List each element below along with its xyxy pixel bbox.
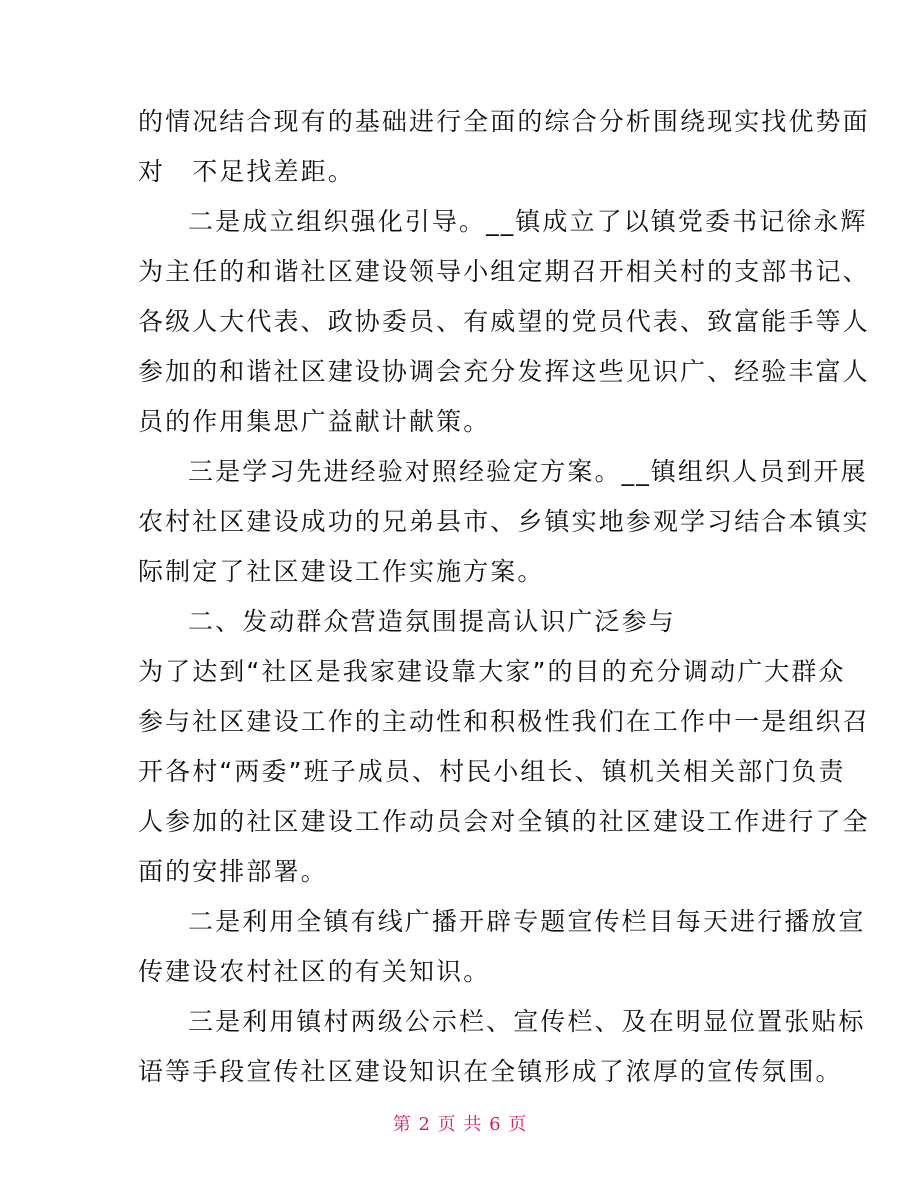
line-text: 三是学习先进经验对照经验定方案。__镇组织人员到开展 — [188, 457, 868, 486]
line-text: 三是利用镇村两级公示栏、宣传栏、及在明显位置张贴标 — [188, 1007, 866, 1036]
paragraph-line — [0, 556, 920, 588]
paragraph-line — [0, 156, 920, 188]
paragraph-line — [0, 106, 920, 138]
paragraph-line — [0, 706, 920, 738]
heading-text: 二、发动群众营造氛围提高认识广泛参与 — [188, 607, 676, 636]
paragraph-line — [0, 856, 920, 888]
line-text: 员的作用集思广益献计献策。 — [138, 407, 491, 436]
line-text: 参与社区建设工作的主动性和积极性我们在工作中一是组织召 — [138, 707, 870, 736]
line-text: 际制定了社区建设工作实施方案。 — [138, 557, 545, 586]
line-text: 语等手段宣传社区建设知识在全镇形成了浓厚的宣传氛围。 — [138, 1057, 843, 1086]
line-text: 开各村“两委”班子成员、村民小组长、镇机关相关部门负责 — [138, 757, 846, 786]
line-text: 面的安排部署。 — [138, 857, 328, 886]
paragraph-line — [0, 756, 920, 788]
line-text: 对 不足找差距。 — [138, 157, 355, 186]
line-text: 人参加的社区建设工作动员会对全镇的社区建设工作进行了全 — [138, 807, 870, 836]
paragraph-line — [0, 306, 920, 338]
paragraph-line — [0, 1056, 920, 1088]
line-text: 农村社区建设成功的兄弟县市、乡镇实地参观学习结合本镇实 — [138, 507, 870, 536]
paragraph-line — [0, 956, 920, 988]
line-text: 参加的和谐社区建设协调会充分发挥这些见识广、经验丰富人 — [138, 357, 870, 386]
paragraph-line — [0, 256, 920, 288]
paragraph-line — [0, 1006, 920, 1038]
paragraph-line — [0, 506, 920, 538]
paragraph-line — [0, 906, 920, 938]
line-text: 的情况结合现有的基础进行全面的综合分析围绕现实找优势面 — [138, 107, 870, 136]
line-text: 二是利用全镇有线广播开辟专题宣传栏目每天进行播放宣 — [188, 907, 866, 936]
paragraph-line — [0, 356, 920, 388]
line-text: 各级人大代表、政协委员、有威望的党员代表、致富能手等人 — [138, 307, 870, 336]
line-text: 传建设农村社区的有关知识。 — [138, 957, 491, 986]
line-text: 为了达到“社区是我家建设靠大家”的目的充分调动广大群众 — [138, 657, 846, 686]
line-text: 二是成立组织强化引导。__镇成立了以镇党委书记徐永辉 — [188, 207, 868, 236]
paragraph-line — [0, 806, 920, 838]
paragraph-line — [0, 406, 920, 438]
section-heading — [0, 606, 920, 638]
paragraph-line — [0, 456, 920, 488]
paragraph-line — [0, 206, 920, 238]
paragraph-line — [0, 656, 920, 688]
line-text: 为主任的和谐社区建设领导小组定期召开相关村的支部书记、 — [138, 257, 870, 286]
page-number-footer: 第 2 页 共 6 页 — [392, 1114, 528, 1135]
